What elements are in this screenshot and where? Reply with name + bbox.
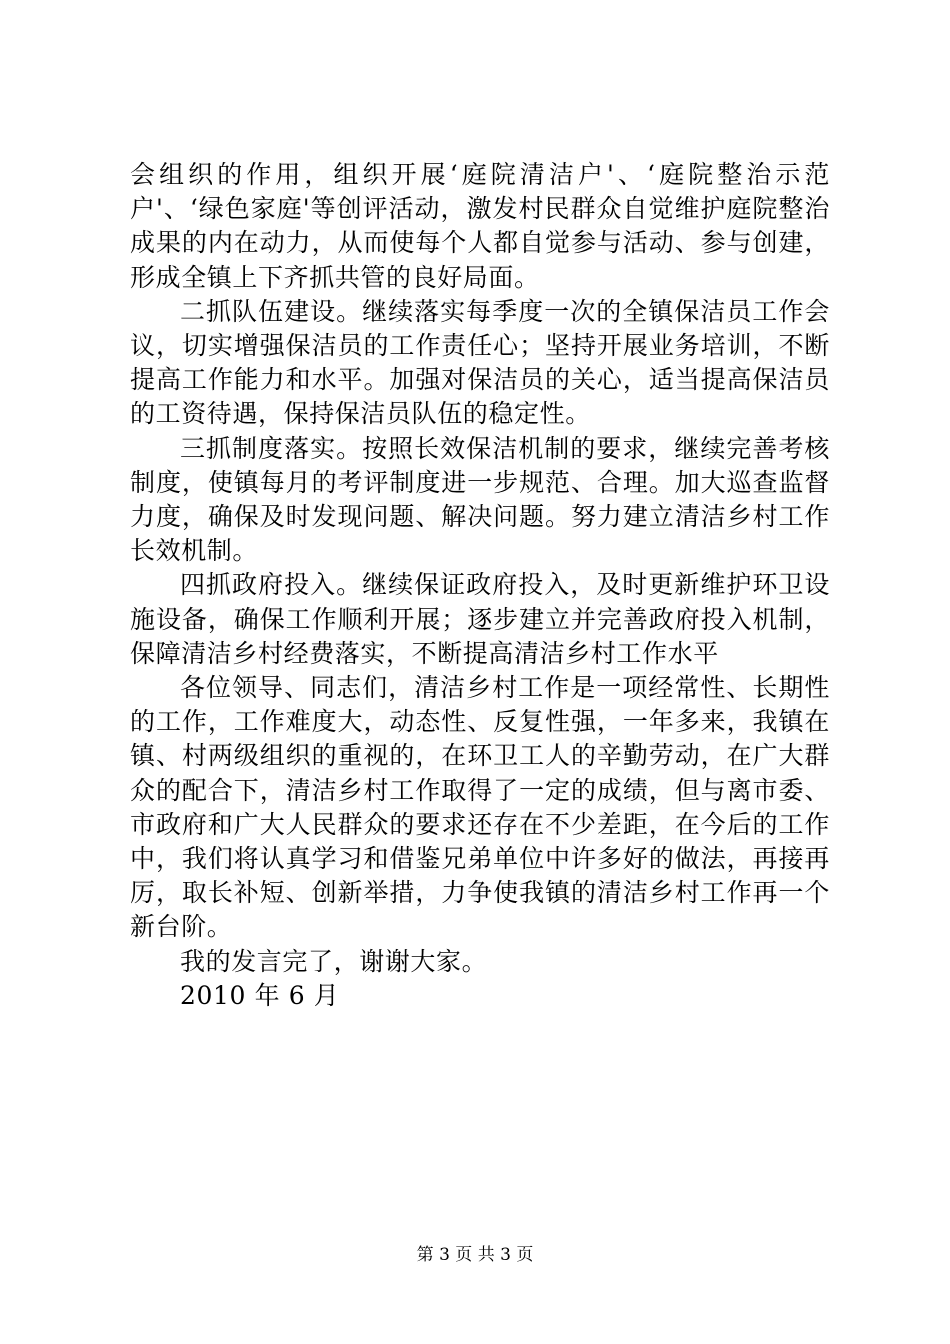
paragraph-government-investment: 四抓政府投入。继续保证政府投入，及时更新维护环卫设施设备，确保工作顺利开展；逐步建立并完善政府投入机制，保障清洁乡村经费落实，不断提高清洁乡村工作水平: [130, 570, 830, 668]
paragraph-team-building: 二抓队伍建设。继续落实每季度一次的全镇保洁员工作会议，切实增强保洁员的工作责任心；坚持开展业务培训，不断提高工作能力和水平。加强对保洁员的关心，适当提高保洁员的工资待遇，保持保洁员队伍的稳定性。: [130, 296, 830, 429]
paragraph-continuation: 会组织的作用，组织开展‘庭院清洁户'、‘庭院整治示范户'、‘绿色家庭'等创评活动，激发村民群众自觉维护庭院整治成果的内在动力，从而使每个人都自觉参与活动、参与创建，形成全镇上下齐抓共管的良好局面。: [130, 160, 830, 292]
paragraph-system-implementation: 三抓制度落实。按照长效保洁机制的要求，继续完善考核制度，使镇每月的考评制度进一步规范、合理。加大巡查监督力度，确保及时发现问题、解决问题。努力建立清洁乡村工作长效机制。: [130, 433, 830, 566]
document-date: 2010 年 6 月: [180, 980, 340, 1010]
page-number-footer: 第 3 页 共 3 页: [416, 1245, 534, 1265]
paragraph-thanks: 我的发言完了，谢谢大家。: [180, 946, 488, 976]
paragraph-closing-remarks: 各位领导、同志们，清洁乡村工作是一项经常性、长期性的工作，工作难度大，动态性、反复性强，一年多来，我镇在镇、村两级组织的重视的，在环卫工人的辛勤劳动，在广大群众的配合下，清洁乡村工作取得了一定的成绩，但与离市委、市政府和广大人民群众的要求还存在不少差距，在今后的工作中，我们将认真学习和借鉴兄弟单位中许多好的做法，再接再厉，取长补短、创新举措，力争使我镇的清洁乡村工作再一个新台阶。: [130, 673, 830, 942]
document-body: [130, 158, 830, 1013]
